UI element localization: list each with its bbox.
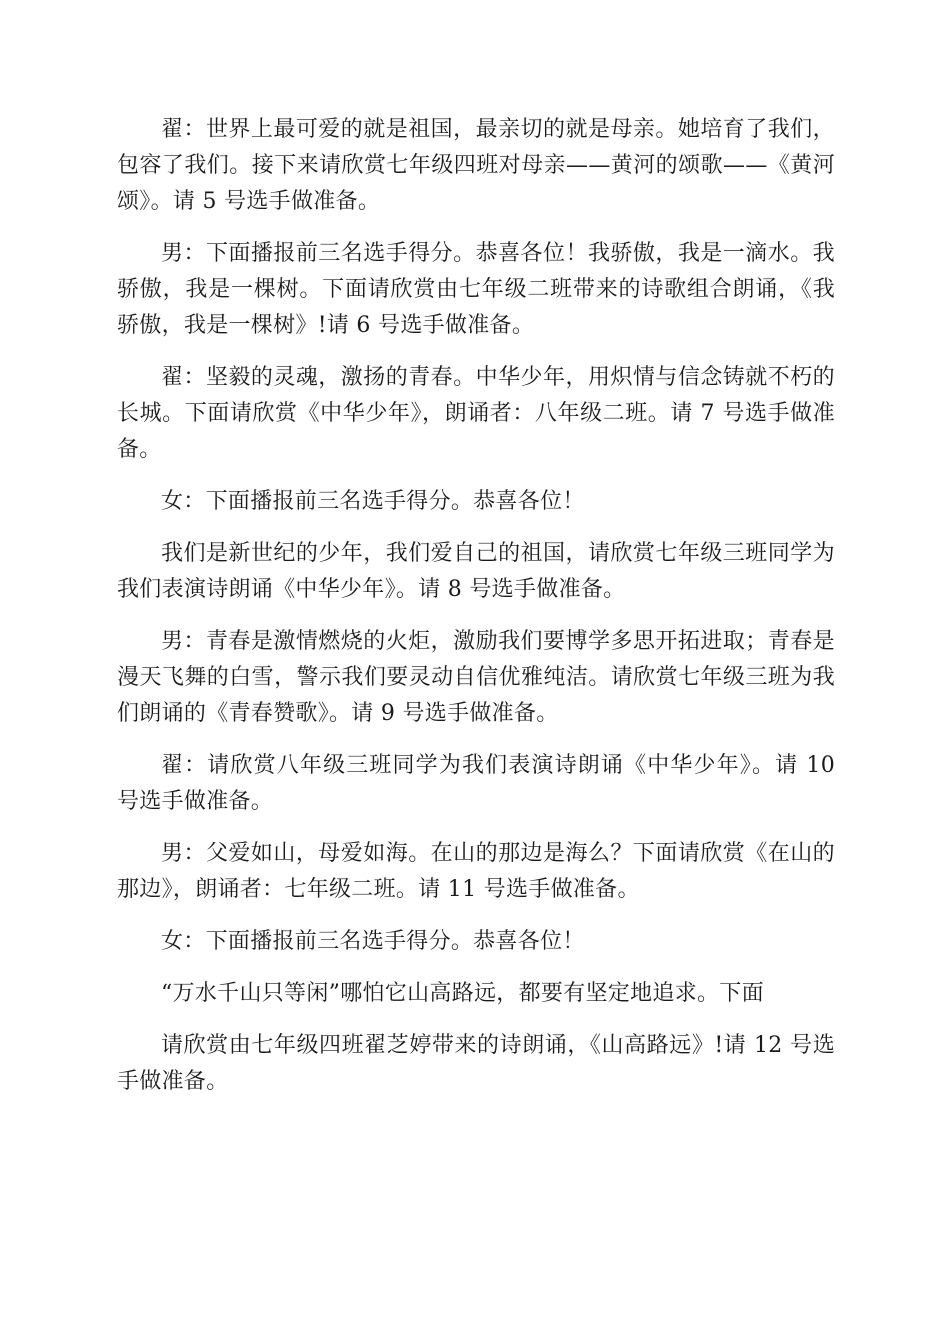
paragraph-6: 男：青春是激情燃烧的火炬，激励我们要博学多思开拓进取；青春是漫天飞舞的白雪，警示我们要灵动自信优雅纯洁。请欣赏七年级三班为我们朗诵的《青春赞歌》。请 9 号选手做准备。 [117,629,835,726]
paragraph-5: 我们是新世纪的少年，我们爱自己的祖国，请欣赏七年级三班同学为我们表演诗朗诵《中华少年》。请 8 号选手做准备。 [117,541,835,602]
paragraph-7: 翟：请欣赏八年级三班同学为我们表演诗朗诵《中华少年》。请 10 号选手做准备。 [117,753,835,814]
paragraph-3: 翟：坚毅的灵魂，激扬的青春。中华少年，用炽情与信念铸就不朽的长城。下面请欣赏《中华少年》，朗诵者：八年级二班。请 7 号选手做准备。 [117,365,835,462]
paragraph-9: 女：下面播报前三名选手得分。恭喜各位！ [161,929,585,954]
paragraph-8: 男：父爱如山，母爱如海。在山的那边是海么？下面请欣赏《在山的那边》，朗诵者：七年级二班。请 11 号选手做准备。 [117,841,835,902]
paragraph-10: “万水千山只等闲”哪怕它山高路远，都要有坚定地追求。下面 [161,981,764,1006]
paragraph-2: 男：下面播报前三名选手得分。恭喜各位！我骄傲，我是一滴水。我骄傲，我是一棵树。下面请欣赏由七年级二班带来的诗歌组合朗诵，《我骄傲，我是一棵树》!请 6 号选手做准备。 [117,241,835,338]
paragraph-4: 女：下面播报前三名选手得分。恭喜各位！ [161,489,585,514]
paragraph-1: 翟：世界上最可爱的就是祖国，最亲切的就是母亲。她培育了我们，包容了我们。接下来请欣赏七年级四班对母亲——黄河的颂歌——《黄河颂》。请 5 号选手做准备。 [117,117,835,214]
document-body [117,112,835,1116]
paragraph-11: 请欣赏由七年级四班翟芝婷带来的诗朗诵，《山高路远》!请 12 号选手做准备。 [117,1033,835,1094]
